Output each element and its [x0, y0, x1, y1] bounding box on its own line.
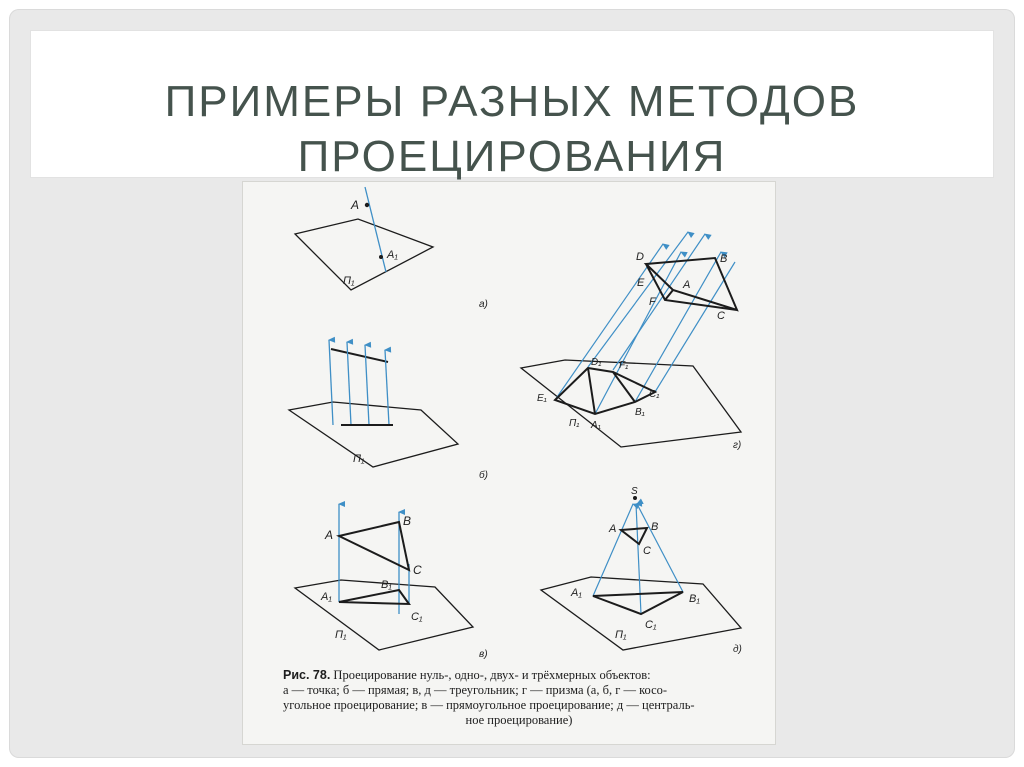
caption-line-2: а — точка; б — прямая; в, д — треугольник; г — призма (а, б, г — косо-: [283, 683, 668, 697]
plane-label-a: П₁: [343, 275, 355, 287]
label-a: A: [351, 198, 360, 212]
label-g-a1: A₁: [591, 420, 601, 431]
ray-d3: [636, 504, 641, 614]
plane-a: [295, 219, 433, 290]
title-line-2: ПРОЕЦИРОВАНИЯ: [297, 132, 727, 181]
caption-number: Рис. 78.: [283, 668, 331, 682]
slide-title: [31, 74, 993, 184]
label-v-c1: C₁: [411, 611, 423, 623]
plane-label-g: П₁: [569, 418, 580, 429]
label-g-d: D: [636, 251, 644, 263]
plane-label-d: П₁: [615, 629, 627, 641]
label-d-c1: C₁: [645, 619, 657, 631]
prism-upper: [646, 258, 737, 310]
triangle-d-projection: [593, 592, 683, 614]
label-d-c: C: [643, 545, 651, 557]
panel-d: [541, 486, 742, 655]
projection-diagrams: [243, 182, 775, 744]
plane-b: [289, 402, 458, 467]
panel-g: [521, 232, 741, 451]
ray-a: [365, 187, 386, 272]
tag-v: в): [479, 649, 488, 660]
plane-label-b: П₁: [353, 453, 365, 465]
ray-d1: [593, 504, 633, 596]
label-d-b: B: [651, 521, 659, 533]
label-g-d1: D₁: [591, 357, 602, 368]
label-a1: A₁: [387, 249, 398, 261]
label-g-c: C: [717, 310, 725, 322]
tag-d: д): [733, 644, 742, 655]
tag-a: а): [479, 299, 488, 310]
triangle-d: [621, 528, 647, 544]
label-d-b1: B₁: [689, 593, 700, 605]
panel-a: [295, 187, 488, 310]
ray-g6: [655, 262, 735, 392]
label-v-b: B: [403, 514, 412, 528]
label-d-a1: A₁: [571, 587, 582, 599]
ray-g2: [613, 234, 705, 370]
caption-text-1: Проецирование нуль-, одно-, двух- и трёхмерных объектов:: [333, 668, 651, 682]
ray-b1: [329, 340, 333, 425]
label-g-a: A: [683, 279, 691, 291]
figure-image: [243, 182, 775, 744]
line-b: [331, 349, 388, 362]
caption-line-1: [283, 668, 755, 683]
title-box: [31, 31, 993, 181]
label-g-f1: F₁: [619, 360, 629, 371]
label-v-a: A: [325, 528, 334, 542]
label-g-b1: B₁: [635, 407, 645, 418]
plane-label-v: П₁: [335, 629, 347, 641]
figure-caption: [283, 668, 755, 728]
tag-b: б): [479, 470, 488, 481]
label-v-c: C: [413, 563, 422, 577]
label-v-b1: B₁: [381, 579, 392, 591]
panel-b: [289, 340, 488, 481]
label-d-s: S: [631, 486, 638, 497]
label-g-b: B: [720, 253, 728, 265]
label-g-c1: C₁: [649, 389, 660, 400]
title-line-1: ПРИМЕРЫ РАЗНЫХ МЕТОДОВ: [164, 77, 860, 126]
caption-line-3: угольное проецирование; в — прямоугольное проецирование; д — централь-: [283, 698, 695, 712]
point-a1: [379, 255, 383, 259]
caption-line-4: ное проецирование): [465, 713, 573, 727]
label-d-a: A: [609, 523, 617, 535]
point-a: [365, 203, 369, 207]
label-v-a1: A₁: [321, 591, 332, 603]
panel-v: [295, 504, 488, 660]
label-g-e: E: [637, 277, 645, 289]
label-g-e1: E₁: [537, 393, 547, 404]
label-g-f: F: [649, 296, 656, 308]
tag-g: г): [733, 440, 742, 451]
